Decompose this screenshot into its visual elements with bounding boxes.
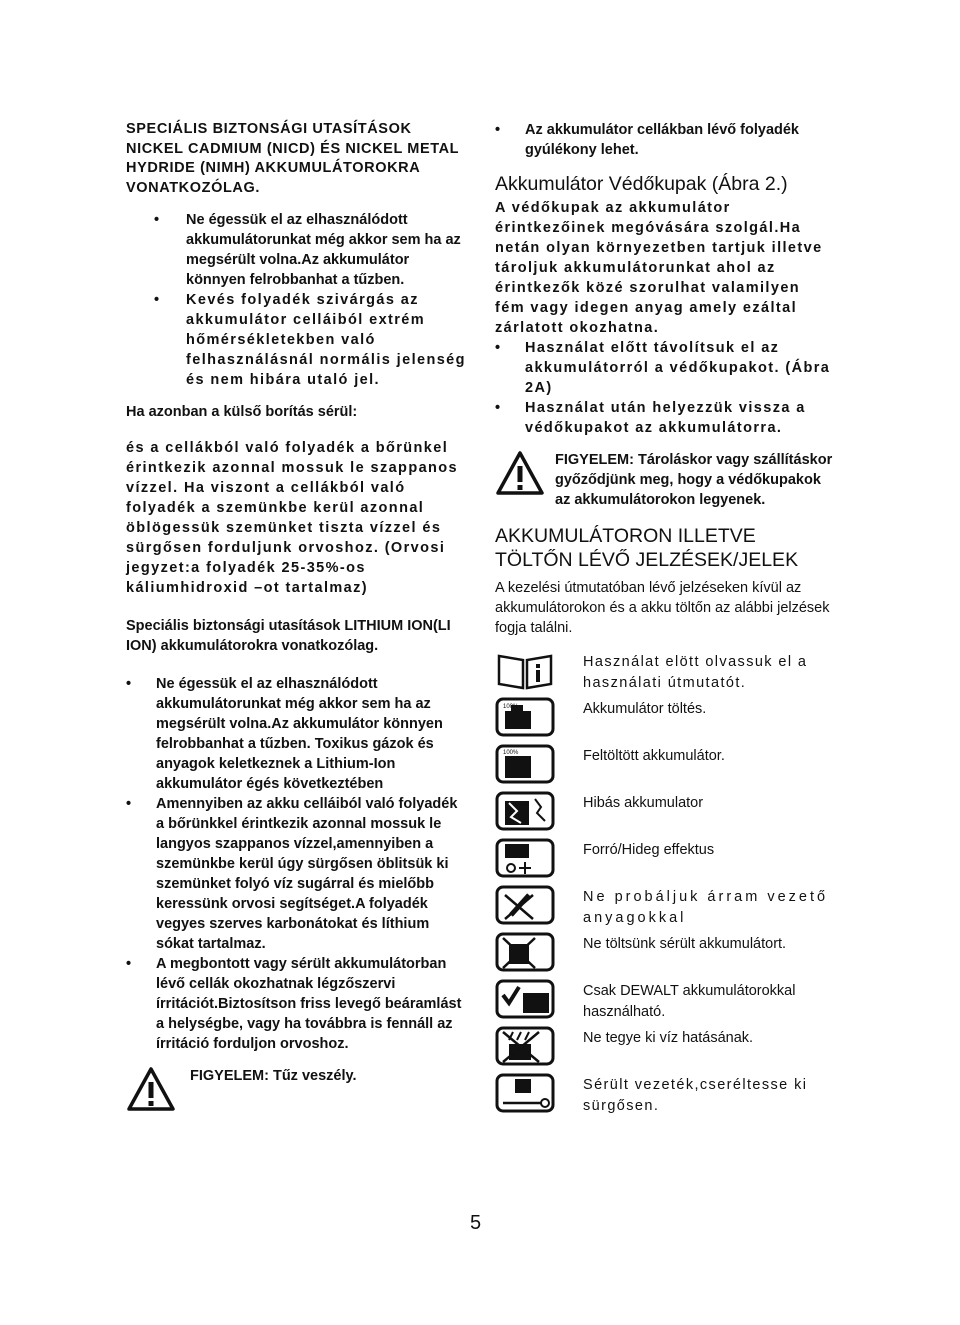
fire-warning-text: FIGYELEM: Tűz veszély.: [190, 1068, 357, 1084]
damage-note: Ha azonban a külső borítás sérül:: [126, 404, 358, 420]
page-number: 5: [470, 1212, 482, 1234]
storage-warning: [495, 450, 835, 510]
right-column: [495, 120, 835, 1120]
cap-bullets: [495, 338, 835, 438]
symbol-text: Használat elött olvassuk el a használati útmutatót.: [583, 654, 808, 691]
symbols-intro: A kezelési útmutatóban lévő jelzéseken kívül az akkumulátorokon és a akku töltőn az alábbi jelzések fogja találni.: [495, 580, 830, 636]
symbol-row: [495, 791, 835, 835]
list-item: • Használat előtt távolítsuk el az akkumulátorról a védőkupakot. (Ábra 2A): [495, 338, 835, 398]
svg-text:100%: 100%: [503, 704, 519, 710]
defective-battery-icon: [495, 791, 555, 831]
no-water-icon: [495, 1026, 555, 1066]
dewalt-only-icon: [495, 979, 555, 1019]
list-item: • Az akkumulátor cellákban lévő folyadék gyúlékony lehet.: [495, 120, 835, 160]
symbol-row: [495, 1026, 835, 1070]
symbol-text: Hibás akkumulator: [583, 795, 704, 811]
replace-cord-icon: [495, 1073, 555, 1113]
no-damaged-charge-icon: [495, 932, 555, 972]
symbol-text: Akkumulátor töltés.: [583, 701, 707, 717]
symbol-row: [495, 885, 835, 929]
storage-warning-text: FIGYELEM: Tároláskor vagy szállításkor győződjünk meg, hogy a védőkupakok az akkumulátorokon legyenek.: [555, 452, 833, 508]
fire-warning: [126, 1066, 466, 1112]
manual-icon: [495, 650, 555, 690]
svg-text:100%: 100%: [503, 750, 519, 756]
symbol-row: [495, 744, 835, 788]
symbol-text: Feltöltött akkumulátor.: [583, 748, 725, 764]
symbol-text: Ne probáljuk árram vezető anyagokkal: [583, 889, 829, 926]
symbol-text: Ne töltsünk sérült akkumulátort.: [583, 936, 787, 952]
cap-heading: Akkumulátor Védőkupak (Ábra 2.): [495, 173, 788, 195]
warning-triangle-icon: [126, 1066, 176, 1112]
symbol-row: [495, 979, 835, 1023]
symbol-row: [495, 1073, 835, 1117]
symbol-row: [495, 697, 835, 741]
symbol-text: Ne tegye ki víz hatásának.: [583, 1030, 754, 1046]
list-item: • A megbontott vagy sérült akkumulátorban lévő cellák okozhatnak légzőszervi írritációt.Biztosítson friss levegő beáramlást a helységbe, vagy ha továbbra is fennáll az írritáció forduljon orvoshoz.: [126, 954, 466, 1054]
symbol-text: Csak DEWALT akkumulátorokkal használható.: [583, 983, 796, 1020]
nicd-bullets: [126, 210, 466, 390]
left-column: [126, 120, 466, 1112]
cap-text: A védőkupak az akkumulátor érintkezőinek megóvására szolgál.Ha netán olyan környezetben tartjuk illetve tároljuk akkumulátorunkat ahol az érintkezők közé szorulhat valamilyen fém vagy idegen anyag amely ezáltal zárlatott okozhatna.: [495, 200, 823, 336]
first-aid-text: és a cellákból való folyadék a bőrünkel érintkezik azonnal mossuk le szappanos vízzel. Ha viszont a cellákból való folyadék a szemünkbe kerül azonnal öblögessük szemünket tiszta vízzel és sürgősen forduljunk orvoshoz. (Orvosi jegyzet:a folyadék 25-35%-os káliumhidroxid –ot tartalmaz): [126, 440, 459, 596]
symbol-row: [495, 932, 835, 976]
no-probe-icon: [495, 885, 555, 925]
symbol-row: [495, 838, 835, 882]
symbol-text: Sérült vezeték,cseréltesse ki sürgősen.: [583, 1077, 808, 1114]
hot-cold-icon: [495, 838, 555, 878]
charging-icon: [495, 697, 555, 737]
li-ion-bullets: [126, 674, 466, 1054]
nicd-heading: SPECIÁLIS BIZTONSÁGI UTASÍTÁSOK NICKEL CADMIUM (NICD) ÉS NICKEL METAL HYDRIDE (NIMH) AKKUMULÁTOROKRA VONATKOZÓLAG.: [126, 121, 459, 196]
list-item: • Ne égessük el az elhasználódott akkumulátorunkat még akkor sem ha az megsérült volna.Az akkumulátor könnyen felrobbanhat a tűzben. Toxikus gázok és anyagok keletkeznek a Lithium-Ion akkumulátor égés következtében: [126, 674, 466, 794]
warning-triangle-icon: [495, 450, 545, 496]
li-ion-heading: Speciális biztonsági utasítások LITHIUM ION(LI ION) akkumulátorokra vonatkozólag.: [126, 618, 451, 654]
flammable-bullet: [495, 120, 835, 160]
list-item: • Kevés folyadék szivárgás az akkumulátor celláiból extrém hőmérsékletekben való felhasználásnál normális jelenség és nem hibára utaló jel.: [126, 290, 466, 390]
charged-icon: [495, 744, 555, 784]
list-item: • Amennyiben az akku celláiból való folyadék a bőrünkkel érintkezik azonnal mossuk le langyos szappanos vízzel,amennyiben a szemünkbe kerül úgy sürgősen öblitsük ki szemünket folyó víz sugárral és mielőbb keressünk orvosi segítséget.A folyadék vegyes szerves karbonátokat és líthium sókat tartalmaz.: [126, 794, 466, 954]
symbol-text: Forró/Hideg effektus: [583, 842, 715, 858]
symbols-heading: AKKUMULÁTORON ILLETVE TÖLTŐN LÉVŐ JELZÉSEK/JELEK: [495, 525, 799, 571]
symbol-row: [495, 650, 835, 694]
list-item: • Használat után helyezzük vissza a védőkupakot az akkumulátorra.: [495, 398, 835, 438]
list-item: • Ne égessük el az elhasználódott akkumulátorunkat még akkor sem ha az megsérült volna.Az akkumulátor könnyen felrobbanhat a tűzben.: [126, 210, 466, 290]
